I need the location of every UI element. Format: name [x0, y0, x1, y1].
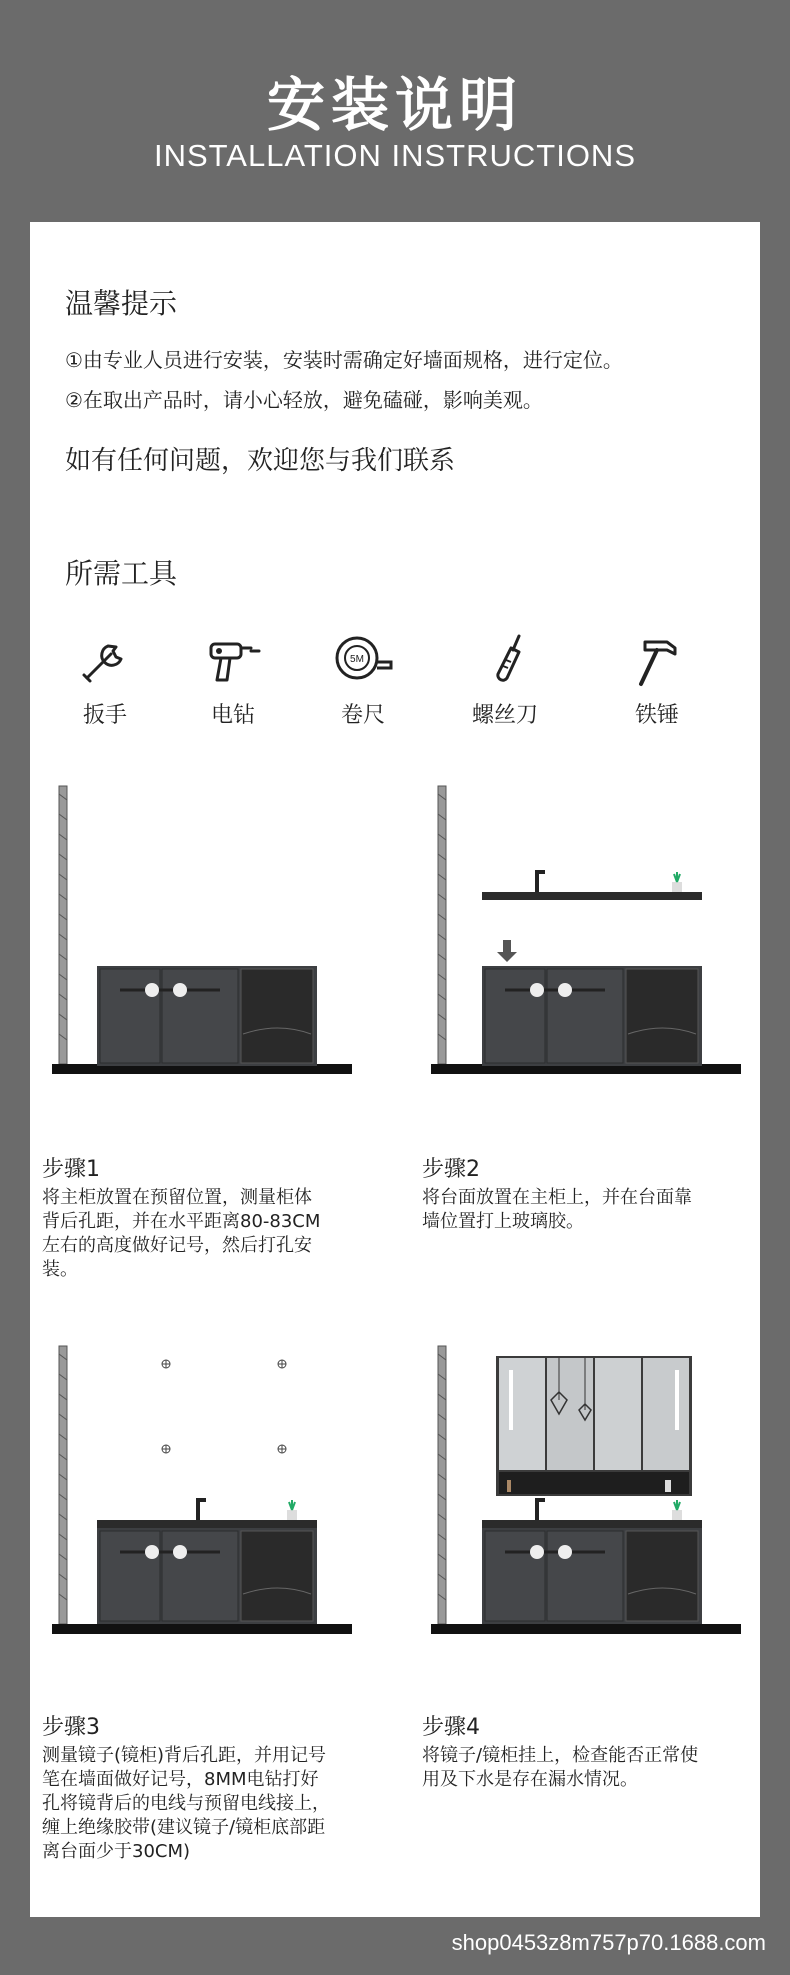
tool-wrench	[50, 632, 160, 729]
page-title: 安装说明	[266, 71, 523, 139]
drill-icon	[203, 632, 263, 688]
tips-heading: 温馨提示	[65, 287, 178, 320]
tools-heading: 所需工具	[65, 557, 178, 590]
step3-line: 笔在墙面做好记号，8MM电钻打好	[42, 1769, 319, 1790]
page-subtitle: INSTALLATION INSTRUCTIONS	[153, 138, 636, 173]
step2-illustration	[425, 784, 755, 1084]
step3-line: 离台面少于30CM)	[42, 1841, 191, 1862]
step4-illustration	[425, 1340, 755, 1640]
instructions-card	[30, 222, 760, 1917]
step3-line: 孔将镜背后的电线与预留电线接上，	[42, 1793, 330, 1814]
step2-description	[422, 1186, 732, 1234]
step3-illustration	[40, 1340, 370, 1640]
tool-tape-measure	[308, 632, 418, 729]
tool-drill	[178, 632, 288, 729]
step2-title: 步骤2	[422, 1157, 480, 1182]
step4-title: 步骤4	[422, 1715, 480, 1740]
watermark: shop0453z8m757p70.1688.com	[451, 1930, 766, 1955]
tool-label: 卷尺	[340, 703, 385, 728]
step4-line: 将镜子/镜柜挂上，检查能否正常使	[422, 1745, 699, 1766]
step4-line: 用及下水是存在漏水情况。	[422, 1769, 638, 1790]
step3-description	[42, 1744, 352, 1864]
tool-label: 铁锤	[634, 703, 679, 728]
step1-line: 背后孔距，并在水平距离80-83CM	[42, 1211, 321, 1232]
step1-description	[42, 1186, 352, 1282]
screwdriver-icon	[475, 632, 535, 688]
tape-badge: 5M	[350, 654, 364, 665]
step1-title: 步骤1	[42, 1157, 100, 1182]
step2-line: 墙位置打上玻璃胶。	[422, 1211, 584, 1232]
tool-screwdriver	[450, 632, 560, 729]
contact-line: 如有任何问题，欢迎您与我们联系	[65, 446, 456, 476]
step1-line: 将主柜放置在预留位置，测量柜体	[42, 1187, 312, 1208]
step4-description	[422, 1744, 732, 1792]
hammer-icon	[627, 632, 687, 688]
tool-label: 扳手	[82, 703, 127, 728]
tool-label: 电钻	[210, 703, 255, 728]
step3-line: 测量镜子(镜柜)背后孔距，并用记号	[42, 1745, 327, 1766]
step2-line: 将台面放置在主柜上，并在台面靠	[422, 1187, 692, 1208]
tape-measure-icon	[331, 632, 395, 688]
step3-line: 缠上绝缘胶带(建议镜子/镜柜底部距	[42, 1817, 326, 1838]
step1-line: 左右的高度做好记号，然后打孔安	[42, 1235, 312, 1256]
step1-illustration	[40, 784, 370, 1084]
tool-hammer	[602, 632, 712, 729]
step3-title: 步骤3	[42, 1715, 100, 1740]
tip-item-2: ②在取出产品时，请小心轻放，避免磕碰，影响美观。	[65, 388, 543, 412]
tool-label: 螺丝刀	[471, 703, 538, 728]
tip-item-1: ①由专业人员进行安装，安装时需确定好墙面规格，进行定位。	[65, 348, 623, 372]
wrench-icon	[75, 632, 135, 688]
step1-line: 装。	[42, 1259, 78, 1280]
